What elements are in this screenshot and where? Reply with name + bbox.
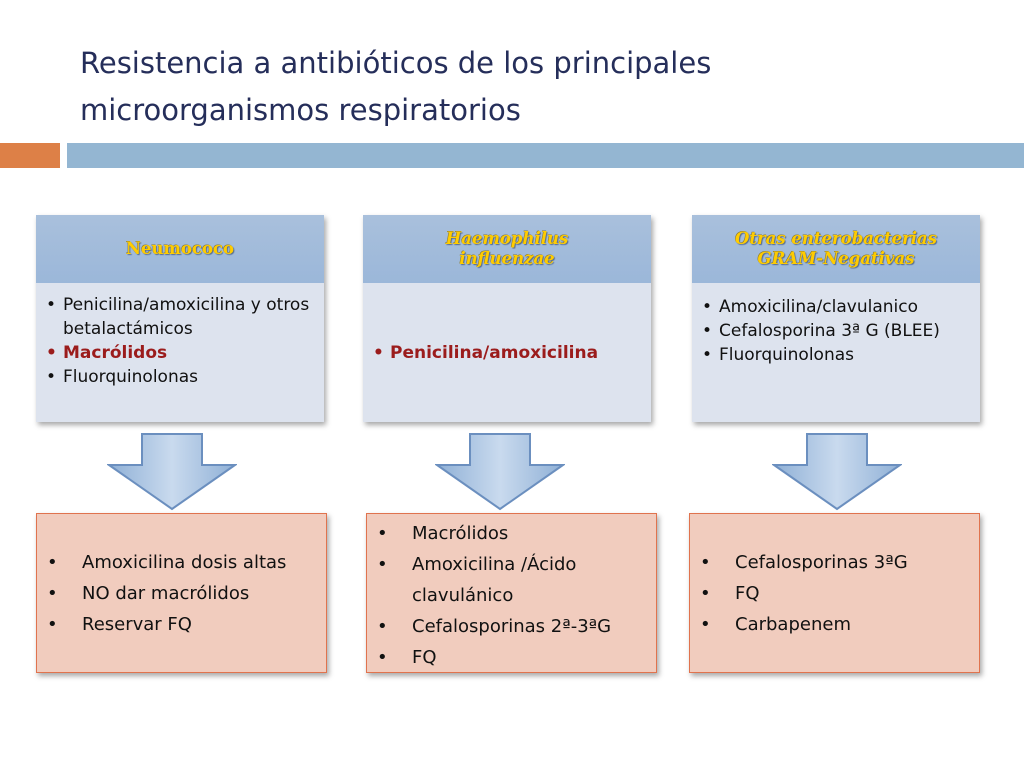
card-body (692, 283, 980, 422)
card-title (446, 229, 569, 269)
recommendation-box-neumococo (36, 513, 327, 673)
card-title: Neumococo (125, 239, 235, 258)
card-title-line: influenzae (459, 249, 555, 268)
list-item: • FQ (690, 578, 908, 609)
recommendation-box-enterobacterias (689, 513, 980, 673)
card-haemophilus (363, 215, 651, 422)
title-line-2: microorganismos respiratorios (80, 93, 521, 127)
list-item: • Amoxicilina dosis altas (37, 547, 286, 578)
card-enterobacterias (692, 215, 980, 422)
title-line-1: Resistencia a antibióticos de los principales (80, 46, 712, 80)
list-item: • Amoxicilina/clavulanico (692, 295, 980, 319)
accent-bar (0, 143, 60, 168)
list-item: • Cefalosporinas 2ª-3ªG (367, 611, 656, 642)
list-item: • Cefalosporina 3ª G (BLEE) (692, 319, 980, 343)
card-body (36, 283, 324, 422)
list-item: • NO dar macrólidos (37, 578, 286, 609)
card-title-line: GRAM-Negativas (757, 249, 915, 268)
resistance-list (363, 341, 598, 365)
list-item: • Cefalosporinas 3ªG (690, 547, 908, 578)
list-item-highlight: • Macrólidos (36, 341, 324, 365)
list-item: • Fluorquinolonas (692, 343, 980, 367)
down-arrow-icon (772, 433, 902, 511)
card-neumococo (36, 215, 324, 422)
list-item: • Amoxicilina /Ácido clavulánico (367, 549, 656, 611)
list-item: • Carbapenem (690, 609, 908, 640)
list-item: • Macrólidos (367, 518, 656, 549)
card-title-line: Otras enterobacterias (734, 229, 938, 248)
down-arrow-icon (107, 433, 237, 511)
title-divider-bar (67, 143, 1024, 168)
resistance-list (692, 295, 980, 367)
recommendation-list (37, 547, 286, 640)
card-title-line: Haemophilus (445, 229, 569, 248)
card-title (735, 229, 937, 269)
list-item-highlight: • Penicilina/amoxicilina (363, 341, 598, 365)
down-arrow-icon (435, 433, 565, 511)
resistance-list (36, 293, 324, 389)
list-item: • FQ (367, 642, 656, 673)
list-item: • Penicilina/amoxicilina y otros betalactámicos (36, 293, 324, 341)
card-header (363, 215, 651, 284)
list-item: • Fluorquinolonas (36, 365, 324, 389)
recommendation-list (690, 547, 908, 640)
card-body (363, 283, 651, 422)
slide-title (80, 40, 980, 134)
list-item: • Reservar FQ (37, 609, 286, 640)
card-header (692, 215, 980, 284)
card-header (36, 215, 324, 284)
recommendation-box-haemophilus (366, 513, 657, 673)
recommendation-list (367, 518, 656, 673)
